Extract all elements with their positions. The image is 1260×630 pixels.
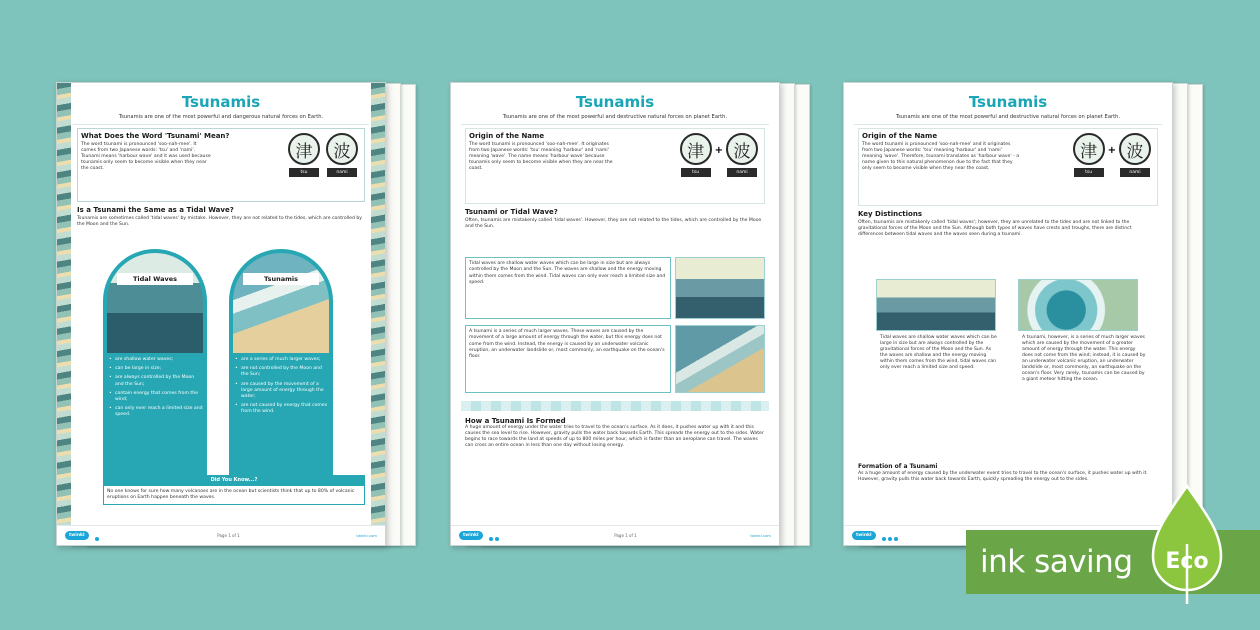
list-item: • are shallow water waves; bbox=[109, 357, 203, 363]
section-heading: Tsunami or Tidal Wave? bbox=[465, 208, 558, 216]
tsunami-text: A tsunami, however, is a series of much larger waves which are caused by the movement of a greater amount of energy through the water. This energy does not come from the wind; instead, it is caused by an underwater volcanic eruption, an underwater landslide or, most commonly, an earthquake on the ocean's floor. Very rarely, tsunamis can be caused by a giant meteor hitting the ocean. bbox=[1022, 335, 1146, 382]
tsunamis-arch bbox=[229, 249, 333, 477]
sea-image bbox=[107, 253, 203, 353]
worksheet-3-stack bbox=[843, 82, 1203, 546]
section-text: The word tsunami is pronounced 'soo-nah-mee'. It originates from two Japanese words: 'tsu' meaning 'harbour' and 'nami' meaning 'wave'. The name means 'harbour wave' because tsunamis only seem to become visible when they are near the coast. bbox=[469, 142, 613, 171]
site-link[interactable]: twinkl.com bbox=[356, 533, 377, 538]
ocean-border-art bbox=[57, 83, 71, 545]
tidal-waves-arch bbox=[103, 249, 207, 477]
section-text: A huge amount of energy under the water tries to travel to the ocean's surface. As it does, it pushes water up with it and this causes the sea level to rise. However, gravity pulls the water back towards Earth. This spreads the energy out to the sides. Water begins to race towards the land at speeds of up to 800 miles per hour, which is faster than an aeroplane can travel. The waves can cross an entire ocean in less than one day without losing energy. bbox=[465, 425, 764, 448]
ink-saving-label: ink saving bbox=[980, 544, 1133, 580]
section-heading: Origin of the Name bbox=[469, 132, 545, 140]
kanji-tsu-icon: 津 bbox=[680, 133, 712, 165]
worksheet-1[interactable] bbox=[56, 82, 386, 546]
section-heading: Origin of the Name bbox=[862, 132, 938, 140]
section-text: Tsunamis are sometimes called 'tidal waves' by mistake. However, they are not related to the tides, which are controlled by the Moon and the Sun. bbox=[77, 216, 363, 227]
page-footer bbox=[451, 525, 779, 545]
plus-sign: + bbox=[1107, 144, 1116, 156]
kanji-tag: tsu bbox=[681, 168, 711, 177]
kanji-nami-icon: 波 bbox=[1119, 133, 1151, 165]
worksheet-title: Tsunamis bbox=[575, 93, 655, 111]
section-heading: How a Tsunami Is Formed bbox=[465, 417, 566, 425]
kanji-tag: nami bbox=[1120, 168, 1150, 177]
beach-image bbox=[233, 253, 329, 353]
page-dots bbox=[95, 526, 101, 545]
section-heading: Formation of a Tsunami bbox=[858, 463, 938, 470]
section-heading: Key Distinctions bbox=[858, 210, 923, 218]
kanji-tag: nami bbox=[727, 168, 757, 177]
page-number: Page 1 of 1 bbox=[614, 533, 637, 538]
twinkl-logo: twinkl bbox=[65, 531, 89, 540]
kanji-nami-icon: 波 bbox=[726, 133, 758, 165]
did-you-know-header: Did You Know...? bbox=[103, 475, 365, 485]
sea-image bbox=[876, 279, 996, 331]
section-text: The word tsunami is pronounced 'soo-nah-mee'. It comes from two Japanese words: 'tsu' and 'nami'. Tsunami means 'harbour wave' and it was used because tsunamis only seem to become visible when they near the coast. bbox=[81, 142, 211, 171]
list-item: • contain energy that comes from the wind; bbox=[109, 391, 203, 403]
ocean-border-art bbox=[371, 83, 385, 545]
intro-text: Tsunamis are one of the most powerful and destructive natural forces on planet Earth. bbox=[461, 111, 769, 125]
section-heading: What Does the Word 'Tsunami' Mean? bbox=[81, 132, 230, 140]
origin-section bbox=[465, 128, 765, 204]
wave-decoration bbox=[461, 401, 769, 411]
intro-text: Tsunamis are one of the most powerful and dangerous natural forces on Earth. bbox=[73, 111, 369, 125]
page-number: Page 1 of 1 bbox=[217, 533, 240, 538]
kanji-tag: nami bbox=[327, 168, 357, 177]
arch-label: Tsunamis bbox=[243, 273, 319, 285]
did-you-know-text: No one knows for sure how many volcanoes are in the ocean but scientists think that up to 80% of volcanic eruptions on Earth happen beneath the waves. bbox=[103, 485, 365, 505]
worksheet-1-stack bbox=[56, 82, 416, 546]
worksheet-2-stack bbox=[450, 82, 810, 546]
origin-section bbox=[858, 128, 1158, 206]
kanji-tag: tsu bbox=[1074, 168, 1104, 177]
shore-image bbox=[675, 325, 765, 393]
sea-image bbox=[675, 257, 765, 319]
list-item: • are not controlled by the Moon and the Sun; bbox=[235, 366, 329, 378]
section-text: As a huge amount of energy caused by the underwater event tries to travel to the ocean's surface, it pushes water up with it. However, gravity pulls this water back towards Earth, quickly spreading the energy out to the sides. bbox=[858, 471, 1148, 482]
kanji-group bbox=[680, 133, 758, 177]
page-footer bbox=[57, 525, 385, 545]
kanji-tsu-icon: 津 bbox=[1073, 133, 1105, 165]
twinkl-logo: twinkl bbox=[852, 531, 876, 540]
intro-text: Tsunamis are one of the most powerful and destructive natural forces on planet Earth. bbox=[854, 111, 1162, 125]
kanji-nami-icon: 波 bbox=[326, 133, 358, 165]
page-dots bbox=[489, 526, 501, 545]
kanji-tag: tsu bbox=[289, 168, 319, 177]
bullet-list bbox=[235, 357, 329, 419]
kanji-tsu-icon: 津 bbox=[288, 133, 320, 165]
list-item: • can only ever reach a limited size and speed. bbox=[109, 406, 203, 418]
page-dots bbox=[882, 526, 900, 545]
word-meaning-section bbox=[77, 128, 365, 202]
section-text: The word tsunami is pronounced 'soo-nah-mee' and it originates from two Japanese words: 'tsu' meaning 'harbour' and 'nami' meaning 'wave'. Therefore, tsunami translates as 'harbour wave' - a name given to this natural phenomenon due to the fact that they only seem to become visible when they near the coast. bbox=[862, 142, 1020, 171]
worksheet-title: Tsunamis bbox=[968, 93, 1048, 111]
list-item: • are caused by the movement of a large amount of energy through the water; bbox=[235, 382, 329, 401]
worksheet-3[interactable] bbox=[843, 82, 1173, 546]
tidal-wave-box: Tidal waves are shallow water waves which can be large in size but are always controlled by the Moon and the Sun. The waves are shallow and the energy moving within them comes from the wind. Tidal waves can only ever reach a limited size and speed. bbox=[465, 257, 671, 319]
kanji-group bbox=[288, 133, 358, 177]
section-text: Often, tsunamis are mistakenly called 'tidal waves'. However, they are not related to the tides, which are controlled by the Moon and the Sun. bbox=[465, 218, 762, 229]
site-link[interactable]: twinkl.com bbox=[750, 533, 771, 538]
tsunami-box: A tsunami is a series of much larger waves. These waves are caused by the movement of a large amount of energy through the water, but this energy does not come from the wind. Instead, the energy is caused by an underwater volcanic eruption, an underwater landslide or, most commonly, an earthquake on the ocean's floor. bbox=[465, 325, 671, 393]
kanji-group bbox=[1073, 133, 1151, 177]
tidal-wave-text: Tidal waves are shallow water waves which can be large in size but are always controlled by the gravitational forces of the Moon and the Sun. As the waves are shallow and the energy moving within them comes from the wind, tidal waves can only ever reach a limited size and speed. bbox=[880, 335, 997, 370]
arch-label: Tidal Waves bbox=[117, 273, 193, 285]
bullet-list bbox=[109, 357, 203, 422]
list-item: • are a series of much larger waves; bbox=[235, 357, 329, 363]
wave-image bbox=[1018, 279, 1138, 331]
plus-sign: + bbox=[714, 144, 723, 156]
list-item: • are always controlled by the Moon and the Sun; bbox=[109, 375, 203, 387]
eco-leaf-icon bbox=[1149, 484, 1225, 606]
worksheet-2[interactable] bbox=[450, 82, 780, 546]
section-text: Often, tsunamis are mistakenly called 'tidal waves'; however, they are unrelated to the tides and are not linked to the gravitational forces of the Moon and the Sun. Although both types of waves have crests and troughs, there are distinct differences between tidal waves and the waves seen during a tsunami. bbox=[858, 220, 1132, 237]
twinkl-logo: twinkl bbox=[459, 531, 483, 540]
list-item: • can be large in size; bbox=[109, 366, 203, 372]
list-item: • are not caused by energy that comes from the wind. bbox=[235, 403, 329, 415]
section-heading: Is a Tsunami the Same as a Tidal Wave? bbox=[77, 206, 234, 214]
worksheet-title: Tsunamis bbox=[181, 93, 261, 111]
eco-label: Eco bbox=[1165, 549, 1209, 574]
